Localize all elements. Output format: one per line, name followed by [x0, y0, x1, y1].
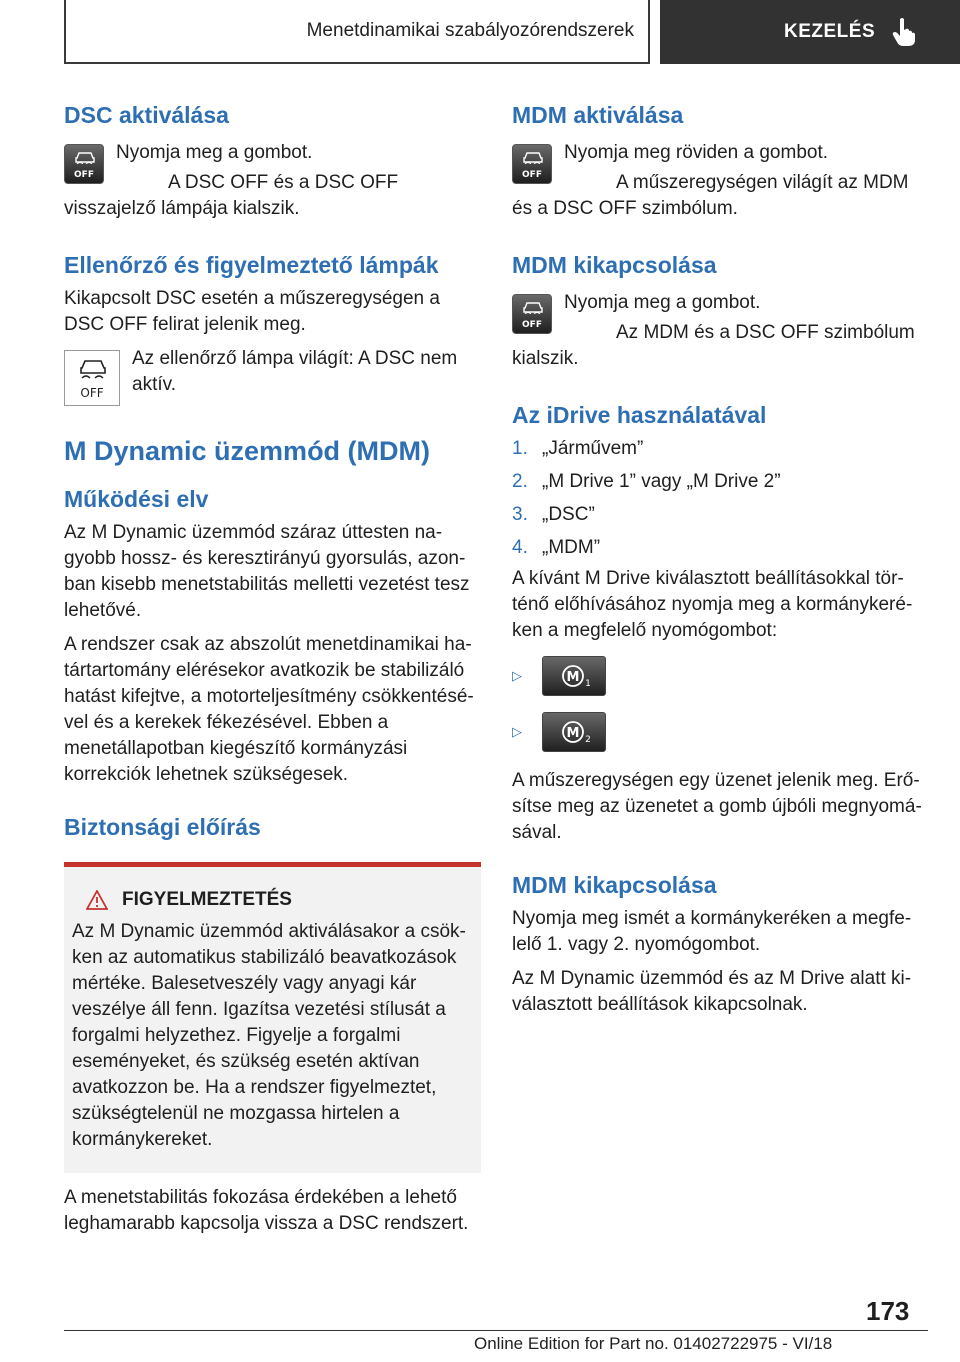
- svg-text:M: M: [566, 670, 580, 685]
- mdm-main-heading: M Dynamic üzemmód (MDM): [64, 436, 431, 466]
- list-item: 3. „DSC”: [512, 504, 595, 525]
- right-column: [512, 100, 924, 1018]
- header-section-bar: [64, 0, 650, 64]
- m2-option-row: [512, 704, 924, 760]
- principle-heading: Működési elv: [64, 486, 209, 512]
- dsc-activation-heading: DSC aktiválása: [64, 102, 229, 128]
- mdm-deactivation-heading: MDM kikapcsolása: [512, 252, 717, 278]
- lamps-text: Kikapcsolt DSC esetén a műszeregységen a DSC OFF felirat jelenik meg.: [64, 288, 440, 335]
- idrive-heading: Az iDrive használatával: [512, 402, 767, 428]
- dsc-activation-step: Nyomja meg a gombot.: [116, 142, 313, 163]
- m2-button-icon: [542, 712, 606, 752]
- svg-text:M: M: [566, 726, 580, 741]
- bullet-triangle-icon: ▷: [512, 668, 522, 683]
- m1-button-icon: [542, 656, 606, 696]
- closing-paragraph: A menetstabilitás fokozása érdekében a lehető leghamarabb kapcsolja vissza a DSC rendszert.: [64, 1187, 469, 1234]
- mdm-activation-result: A műszeregységen világít az MDM és a DSC OFF szimbólum.: [512, 172, 909, 219]
- list-item: 1. „Járművem”: [512, 438, 644, 459]
- warning-box: [64, 862, 481, 1173]
- mdm-activation-heading: MDM aktiválása: [512, 102, 684, 128]
- footer-divider: [64, 1330, 928, 1331]
- bullet-triangle-icon: ▷: [512, 724, 522, 739]
- warning-text: Az M Dynamic üzemmód aktiválásakor a csökken az automatikus stabilizáló beavatkozások mértéke. Balesetveszély vagy anyagi kár veszélye áll fenn. Igazítsa vezetési stílusát a forgalmi helyzethez. Figyelje a forgalmi eseményeket, és szükség esetén aktívan avatkozzon be. Ha a rendszer figyelmeztet, szükségtelenül ne mozgassa hirtelen a kormánykereket.: [72, 921, 466, 1150]
- m1-option-row: [512, 648, 924, 704]
- mdm-deactivation-2-heading: MDM kikapcsolása: [512, 872, 717, 898]
- principle-paragraph-2: A rendszer csak az abszolút menetdinamikai határtartomány elérésekor avatkozik be stabilizáló hatást kifejtve, a motorteljesítmény csökkentésével és a kerekek fékezésével. Ebben a menetállapotban kiegészítő kormányzási korrekciók lehetnek szükségesek.: [64, 634, 474, 785]
- header-section-title: Menetdinamikai szabályozórendszerek: [306, 20, 634, 41]
- mdm-deactivation-2-paragraph-1: Nyomja meg ismét a kormánykeréken a megfelelő 1. vagy 2. nyomógombot.: [512, 908, 912, 955]
- header-tab-label: KEZELÉS: [784, 21, 876, 42]
- warning-triangle-icon: [86, 890, 108, 910]
- dsc-off-indicator-lamp-icon: OFF: [64, 350, 120, 406]
- footer-edition: Online Edition for Part no. 01402722975 - VI/18: [474, 1334, 833, 1353]
- mdm-button-icon: OFF: [512, 144, 552, 184]
- principle-paragraph-1: Az M Dynamic üzemmód száraz úttesten nagyobb hossz- és keresztirányú gyorsulás, azonban kisebb menetstabilitás melletti vezetést tesz lehetővé.: [64, 522, 470, 621]
- left-column: [64, 100, 481, 1237]
- idrive-paragraph-2: A műszeregységen egy üzenet jelenik meg. Erősítse meg az üzenetet a gomb újbóli megnyomásával.: [512, 770, 922, 843]
- mdm-off-button-icon: OFF: [512, 294, 552, 334]
- warning-title: FIGYELMEZTETÉS: [122, 889, 292, 910]
- dsc-activation-result: A DSC OFF és a DSC OFF visszajelző lámpája kialszik.: [64, 172, 399, 219]
- safety-heading: Biztonsági előírás: [64, 814, 261, 840]
- warning-title-row: [86, 889, 473, 911]
- svg-text:1: 1: [585, 679, 591, 689]
- list-item: 2. „M Drive 1” vagy „M Drive 2”: [512, 471, 781, 492]
- page-number: 173: [866, 1296, 910, 1326]
- mdm-deactivation-step: Nyomja meg a gombot.: [564, 292, 761, 313]
- svg-text:2: 2: [585, 735, 591, 745]
- mdm-deactivation-result: Az MDM és a DSC OFF szimbólum kialszik.: [512, 322, 915, 369]
- lamps-heading: Ellenőrző és figyelmeztető lámpák: [64, 252, 439, 278]
- header-tab[interactable]: [660, 0, 960, 64]
- lamps-indicator-text: Az ellenőrző lámpa világít: A DSC nem aktív.: [132, 348, 458, 395]
- dsc-off-button-icon: OFF: [64, 144, 104, 184]
- idrive-paragraph-1: A kívánt M Drive kiválasztott beállításokkal történő előhívásához nyomja meg a kormánykeréken a megfelelő nyomógombot:: [512, 568, 913, 641]
- mdm-deactivation-2-paragraph-2: Az M Dynamic üzemmód és az M Drive alatt kiválasztott beállítások kikapcsolnak.: [512, 968, 912, 1015]
- idrive-steps: [512, 432, 924, 564]
- list-item: 4. „MDM”: [512, 537, 601, 558]
- pointing-hand-icon: [891, 17, 917, 47]
- mdm-activation-step: Nyomja meg röviden a gombot.: [564, 142, 829, 163]
